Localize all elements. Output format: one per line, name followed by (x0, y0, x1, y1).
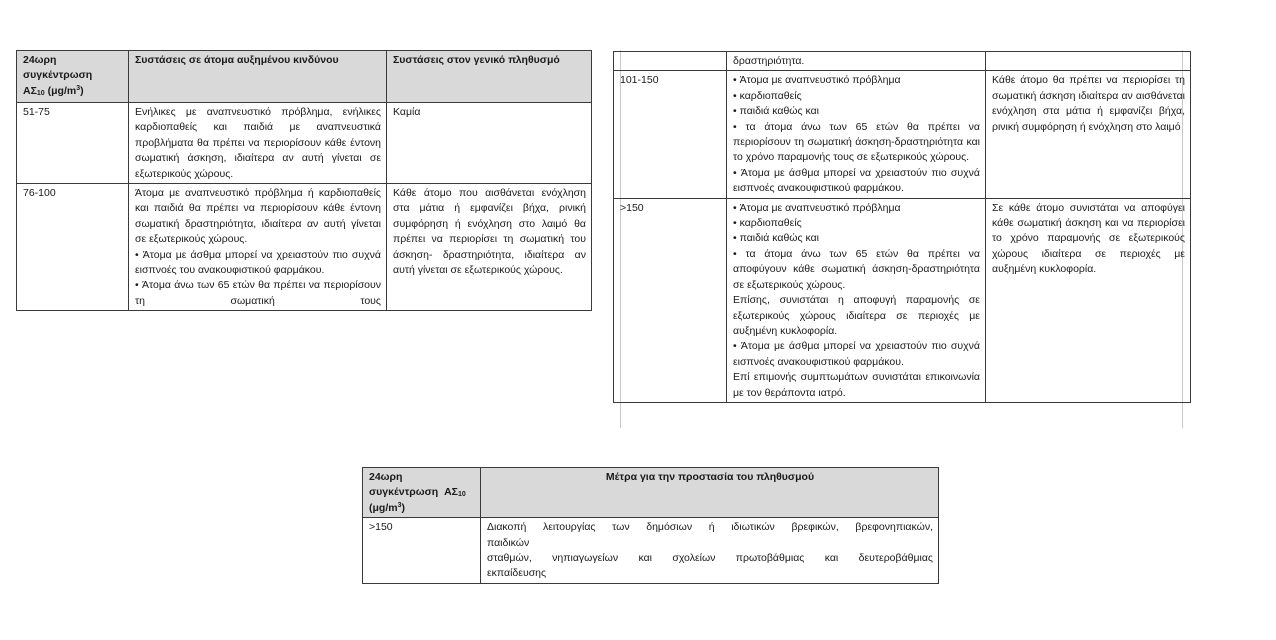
concentration-header: 24ωρη συγκέντρωση $A\Sigma_{10}$ $(\mu g/m^3)$ (17, 51, 129, 103)
risk-recommendation: Ενήλικες με αναπνευστικό πρόβλημα, ενήλικες καρδιοπαθείς και παιδιά με αναπνευστικά προβλήματα θα πρέπει να περιορίσουν κάθε έντονη σωματική άσκηση, ιδιαίτερα αν αυτή γίνεται σε εξωτερικούς χώρους. (129, 103, 387, 184)
list-item: • Άτομα με άσθμα μπορεί να χρειαστούν πιο συχνά εισπνοές του ανακουφιστικού φαρμάκου. (135, 248, 381, 279)
measures-header: Μέτρα για την προστασία του πληθυσμού (481, 468, 939, 518)
note-text: Επίσης, συνιστάται η αποφυγή παραμονής σε εξωτερικούς χώρους ιδιαίτερα σε περιοχές με αυξημένη κυκλοφορία. (733, 294, 980, 337)
pm10-recommendations-table-part-1 (16, 50, 592, 311)
general-recommendation: Καμία (387, 103, 592, 184)
table-row (614, 52, 1191, 71)
list-item: • καρδιοπαθείς (733, 89, 980, 104)
table-row (614, 71, 1191, 198)
concentration-range: 51-75 (17, 103, 129, 184)
risk-recommendation-continued: δραστηριότητα. (727, 52, 986, 71)
general-recommendation (986, 52, 1191, 71)
list-item: • Άτομα με άσθμα μπορεί να χρειαστούν πιο συχνά εισπνοές ανακουφιστικού φαρμάκου. (733, 339, 980, 370)
table-row (17, 103, 592, 184)
concentration-range: >150 (363, 518, 481, 584)
table-row (614, 198, 1191, 402)
concentration-header: 24ωρη συγκέντρωση $A\Sigma_{10}$ $(\mu g/m^3)$ (363, 468, 481, 518)
table-header-row (363, 468, 939, 518)
list-item: • Άτομα άνω των 65 ετών θα πρέπει να περιορίσουν τη σωματική τους (135, 278, 381, 309)
concentration-range: 76-100 (17, 184, 129, 311)
list-item: • τα άτομα άνω των 65 ετών θα πρέπει να αποφύγουν κάθε σωματική άσκηση-δραστηριότητα σε εξωτερικούς χώρους. (733, 247, 980, 293)
list-item: • τα άτομα άνω των 65 ετών θα πρέπει να περιορίσουν τη σωματική άσκηση-δραστηριότητα και το χρόνο παραμονής τους σε εξωτερικούς χώρους. (733, 120, 980, 166)
general-population-header: Συστάσεις στον γενικό πληθυσμό (387, 51, 592, 103)
risk-recommendation (727, 71, 986, 198)
table-header-row (17, 51, 592, 103)
concentration-range: 101-150 (614, 71, 727, 198)
risk-bullet-list (733, 201, 980, 293)
concentration-range (614, 52, 727, 71)
table-row (363, 518, 939, 584)
pm10-recommendations-table-part-2 (613, 51, 1191, 403)
list-item: • Άτομα με αναπνευστικό πρόβλημα (733, 201, 980, 216)
risk-groups-header: Συστάσεις σε άτομα αυξημένου κινδύνου (129, 51, 387, 103)
list-item: • Άτομα με αναπνευστικό πρόβλημα (733, 73, 980, 88)
risk-bullet-list (135, 248, 381, 310)
table-row (17, 184, 592, 311)
note-text: Επί επιμονής συμπτωμάτων συνιστάται επικοινωνία με τον θεράποντα ιατρό. (733, 371, 980, 399)
concentration-range: >150 (614, 198, 727, 402)
list-item: • παιδιά καθώς και (733, 231, 980, 246)
risk-bullet-list (733, 339, 980, 370)
general-recommendation: Κάθε άτομο θα πρέπει να περιορίσει τη σωματική άσκηση ιδιαίτερα αν αισθάνεται ενόχληση στα μάτια ή εμφανίζει βήχα, ρινική συμφόρηση ή ενόχληση στο λαιμό (986, 71, 1191, 198)
general-recommendation: Κάθε άτομο που αισθάνεται ενόχληση στα μάτια ή εμφανίζει βήχα, ρινική συμφόρηση ή ενόχληση στο λαιμό θα πρέπει να περιορίσει τη σωματική του άσκηση- δραστηριότητα, ιδιαίτερα αν αυτή γίνεται σε εξωτερικούς χώρους. (387, 184, 592, 311)
risk-recommendation (727, 198, 986, 402)
list-item: • Άτομα με άσθμα μπορεί να χρειαστούν πιο συχνά εισπνοές ανακουφιστικού φαρμάκου. (733, 166, 980, 197)
population-protection-measures-table (362, 467, 939, 584)
list-item: • καρδιοπαθείς (733, 216, 980, 231)
risk-recommendation: Άτομα με αναπνευστικό πρόβλημα ή καρδιοπαθείς και παιδιά θα πρέπει να περιορίσουν κάθε έντονη σωματική δραστηριότητα, ιδιαίτερα αν αυτή γίνεται σε εξωτερικούς χώρους. • Άτομα με άσθμα μπορεί να χρειαστούν πιο συχνά εισπνοές του ανακουφιστικού φαρμάκου. • Άτομα άνω των 65 ετών θα πρέπει να περιορίσουν τη σωματική τους (129, 184, 387, 311)
risk-bullet-list (733, 73, 980, 196)
general-recommendation: Σε κάθε άτομο συνιστάται να αποφύγει κάθε σωματική άσκηση και να περιορίσει το χρόνο παραμονής σε εξωτερικούς χώρους ιδιαίτερα σε περιοχές με αυξημένη κυκλοφορία. (986, 198, 1191, 402)
protection-measure: Διακοπή λειτουργίας των δημόσιων ή ιδιωτικών βρεφικών, βρεφονηπιακών, παιδικών σταθμών, νηπιαγωγείων και σχολείων πρωτοβάθμιας και δευτεροβάθμιας εκπαίδευσης (481, 518, 939, 584)
list-item: • παιδιά καθώς και (733, 104, 980, 119)
